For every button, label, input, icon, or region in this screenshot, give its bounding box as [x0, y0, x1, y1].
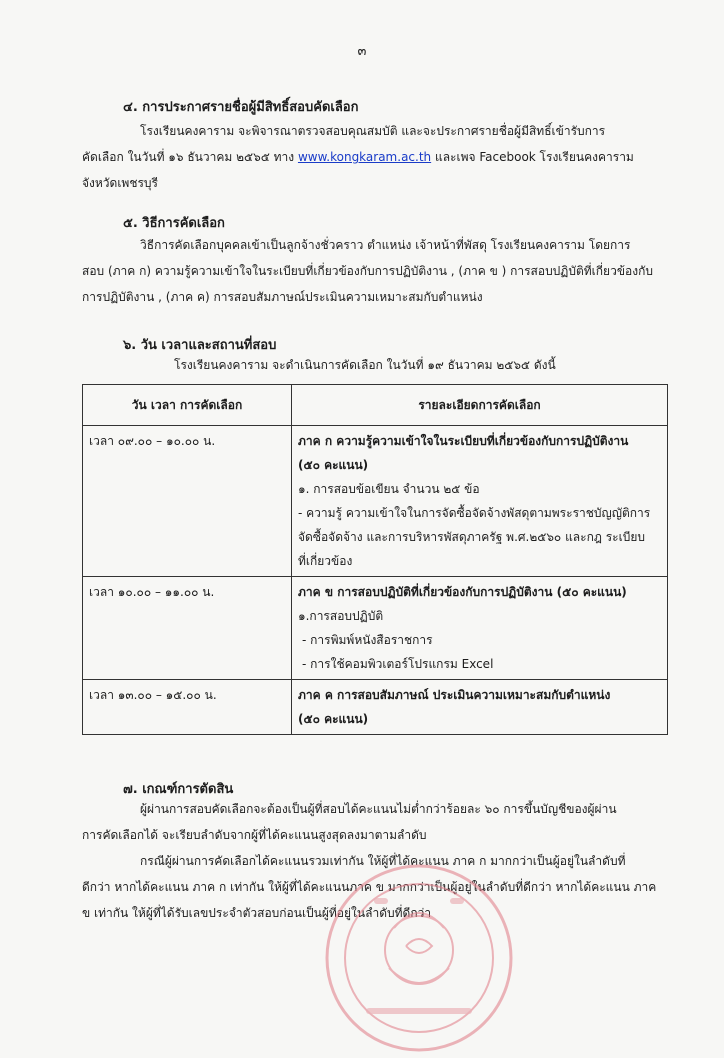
table-header-row — [83, 385, 668, 426]
part-b-detail-2: - การพิมพ์หนังสือราชการ — [302, 633, 433, 647]
section-7-p1-line-2: การคัดเลือกได้ จะเรียบลำดับจากผู้ที่ได้คะแนนสูงสุดลงมาตามลำดับ — [82, 828, 427, 842]
section-4-line-2b: และเพจ Facebook โรงเรียนคงคาราม — [434, 150, 634, 164]
table-cell-time: เวลา ๑๐.๐๐ – ๑๑.๐๐ น. — [83, 577, 292, 680]
part-a-detail-1: ๑. การสอบข้อเขียน จำนวน ๒๕ ข้อ — [298, 482, 480, 496]
table-row — [83, 577, 668, 680]
section-4-line-1: โรงเรียนคงคาราม จะพิจารณาตรวจสอบคุณสมบัติ และจะประกาศรายชื่อผู้มีสิทธิ์เข้ารับการ — [140, 124, 606, 138]
part-b-title: ภาค ข การสอบปฏิบัติที่เกี่ยวข้องกับการปฏิบัติงาน (๕๐ คะแนน) — [298, 585, 627, 599]
section-7-p1-line-1: ผู้ผ่านการสอบคัดเลือกจะต้องเป็นผู้ที่สอบได้คะแนนไม่ต่ำกว่าร้อยละ ๖๐ การขึ้นบัญชีของผู้ผ่าน — [140, 802, 617, 816]
exam-schedule-table — [82, 384, 668, 735]
part-a-detail-3: จัดซื้อจัดจ้าง และการบริหารพัสดุภาครัฐ พ.ศ.๒๕๖๐ และกฎ ระเบียบ — [298, 530, 645, 544]
table-cell-time: เวลา ๑๓.๐๐ – ๑๕.๐๐ น. — [83, 680, 292, 735]
table-cell-details — [292, 680, 668, 735]
part-c-title: ภาค ค การสอบสัมภาษณ์ ประเมินความเหมาะสมกับตำแหน่ง — [298, 688, 611, 702]
table-cell-details — [292, 426, 668, 577]
section-4-line-2 — [82, 144, 682, 170]
table-header-details: รายละเอียดการคัดเลือก — [292, 385, 668, 426]
part-b-detail-1: ๑.การสอบปฏิบัติ — [298, 609, 384, 623]
section-7-p2-line-1: กรณีผู้ผ่านการคัดเลือกได้คะแนนรวมเท่ากัน ให้ผู้ที่ได้คะแนน ภาค ก มากกว่าเป็นผู้อยู่ในลำดับที่ — [140, 854, 626, 868]
part-a-score: (๕๐ คะแนน) — [298, 458, 369, 472]
part-a-detail-2: - ความรู้ ความเข้าใจในการจัดซื้อจัดจ้างพัสดุตามพระราชบัญญัติการ — [298, 506, 651, 520]
section-5-line-1: วิธีการคัดเลือกบุคคลเข้าเป็นลูกจ้างชั่วคราว ตำแหน่ง เจ้าหน้าที่พัสดุ โรงเรียนคงคาราม โดยการ — [140, 238, 631, 252]
part-a-detail-4: ที่เกี่ยวข้อง — [298, 554, 353, 568]
table-row — [83, 426, 668, 577]
section-6-intro: โรงเรียนคงคาราม จะดำเนินการคัดเลือก ในวันที่ ๑๙ ธันวาคม ๒๕๖๕ ดังนี้ — [174, 358, 556, 372]
table-row — [83, 680, 668, 735]
school-seal-stamp — [314, 858, 524, 1058]
table-cell-details — [292, 577, 668, 680]
part-c-score: (๕๐ คะแนน) — [298, 712, 369, 726]
section-7-p2-line-3: ข เท่ากัน ให้ผู้ที่ได้รับเลขประจำตัวสอบก่อนเป็นผู้ที่อยู่ในลำดับที่ดีกว่า — [82, 906, 432, 920]
section-7-p2-line-2: ดีกว่า หากได้คะแนน ภาค ก เท่ากัน ให้ผู้ที่ได้คะแนนภาค ข มากกว่าเป็นผู้อยู่ในลำดับที่ดีกว่า หากได้คะแนน ภาค — [82, 880, 657, 894]
section-5-line-2: สอบ (ภาค ก) ความรู้ความเข้าใจในระเบียบที่เกี่ยวข้องกับการปฏิบัติงาน , (ภาค ข ) การสอบปฏิบัติที่เกี่ยวข้องกับ — [82, 264, 653, 278]
section-5-body — [82, 232, 682, 310]
page-number: ๓ — [357, 44, 367, 59]
section-4-line-3: จังหวัดเพชรบุรี — [82, 176, 158, 190]
section-4-body — [82, 118, 682, 196]
section-5-line-3: การปฏิบัติงาน , (ภาค ค) การสอบสัมภาษณ์ประเมินความเหมาะสมกับตำแหน่ง — [82, 290, 483, 304]
part-b-detail-3: - การใช้คอมพิวเตอร์โปรแกรม Excel — [302, 657, 494, 671]
part-a-title: ภาค ก ความรู้ความเข้าใจในระเบียบที่เกี่ยวข้องกับการปฏิบัติงาน — [298, 434, 629, 448]
section-4-line-2a: คัดเลือก ในวันที่ ๑๖ ธันวาคม ๒๕๖๕ ทาง — [82, 150, 295, 164]
table-header-time: วัน เวลา การคัดเลือก — [83, 385, 292, 426]
table-cell-time: เวลา ๐๙.๐๐ – ๑๐.๐๐ น. — [83, 426, 292, 577]
section-6-heading: ๖. วัน เวลาและสถานที่สอบ — [123, 338, 277, 353]
school-website-link[interactable]: www.kongkaram.ac.th — [297, 150, 432, 164]
section-5-heading: ๕. วิธีการคัดเลือก — [123, 216, 225, 231]
section-7-heading: ๗. เกณฑ์การตัดสิน — [123, 782, 234, 797]
section-4-heading: ๔. การประกาศรายชื่อผู้มีสิทธิ์สอบคัดเลือก — [123, 100, 359, 115]
